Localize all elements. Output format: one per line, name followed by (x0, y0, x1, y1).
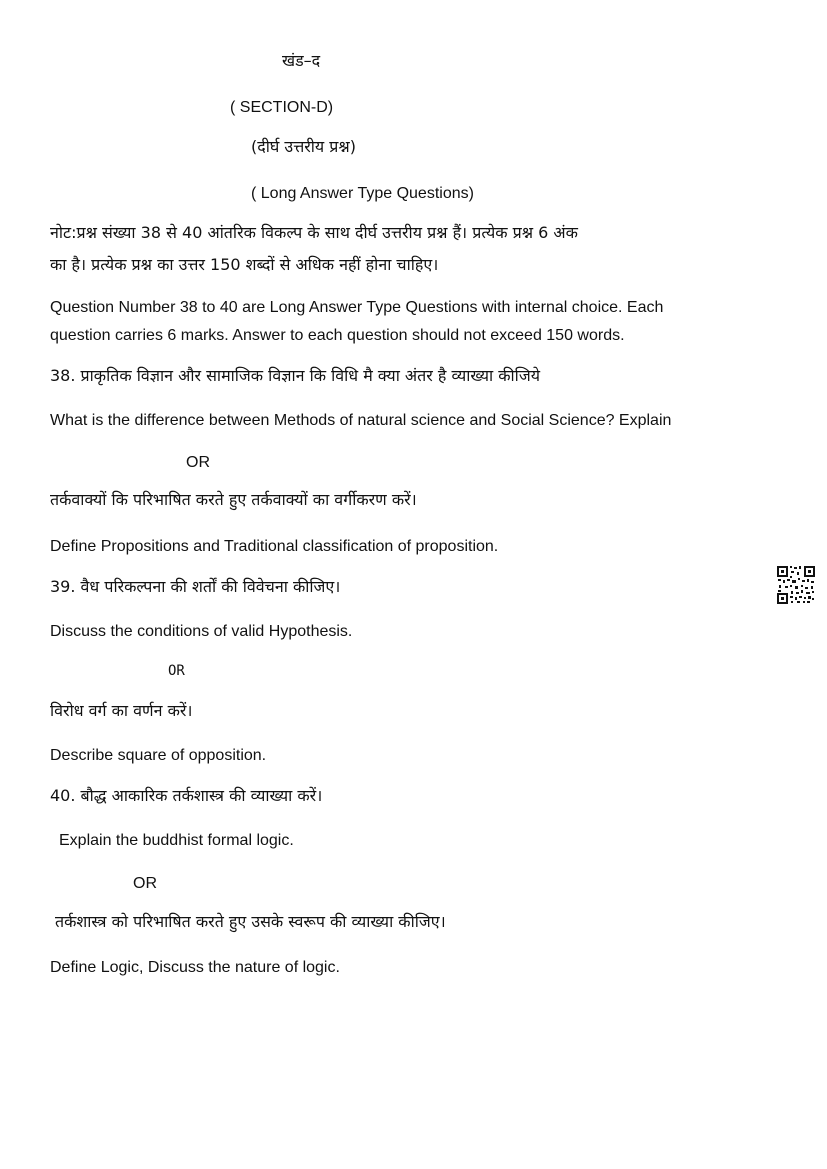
section-hindi-type: (दीर्घ उत्तरीय प्रश्न) (251, 137, 356, 156)
question-39-english: Discuss the conditions of valid Hypothesis. (50, 623, 353, 640)
question-38-alt-hindi: तर्कवाक्यों कि परिभाषित करते हुए तर्कवाक्यों का वर्गीकरण करें। (50, 490, 417, 509)
question-40-english: Explain the buddhist formal logic. (59, 832, 294, 849)
question-38-alt-english: Define Propositions and Traditional classification of proposition. (50, 538, 499, 555)
question-39-hindi: 39. वैध परिकल्पना की शर्तों की विवेचना कीजिए। (50, 577, 341, 596)
question-39-alt-english: Describe square of opposition. (50, 747, 267, 764)
question-38-hindi: 38. प्राकृतिक विज्ञान और सामाजिक विज्ञान कि विधि मै क्या अंतर है व्याख्या कीजिये (50, 366, 540, 385)
question-40-alt-hindi: तर्कशास्त्र को परिभाषित करते हुए उसके स्वरूप की व्याख्या कीजिए। (55, 912, 446, 931)
question-38-or: OR (186, 454, 210, 471)
question-40-or: OR (133, 875, 157, 892)
section-english-type: ( Long Answer Type Questions) (251, 185, 474, 202)
section-english-title: ( SECTION-D) (230, 99, 334, 116)
question-40-alt-english: Define Logic, Discuss the nature of logic. (50, 959, 340, 976)
section-hindi-title: खंड–द (282, 51, 321, 70)
qr-code-icon (776, 565, 816, 605)
question-39-or: OR (168, 663, 185, 679)
note-english-line2: question carries 6 marks. Answer to each question should not exceed 150 words. (50, 327, 625, 344)
question-39-alt-hindi: विरोध वर्ग का वर्णन करें। (50, 701, 193, 720)
note-english-line1: Question Number 38 to 40 are Long Answer Type Questions with internal choice. Each (50, 299, 664, 316)
question-40-hindi: 40. बौद्ध आकारिक तर्कशास्त्र की व्याख्या करें। (50, 786, 323, 805)
question-38-english: What is the difference between Methods of natural science and Social Science? Explain (50, 412, 672, 429)
note-hindi-line1: नोट:प्रश्न संख्या 38 से 40 आंतरिक विकल्प के साथ दीर्घ उत्तरीय प्रश्न हैं। प्रत्येक प्रश्न 6 अंक (50, 223, 578, 242)
note-hindi-line2: का है। प्रत्येक प्रश्न का उत्तर 150 शब्दों से अधिक नहीं होना चाहिए। (50, 255, 439, 274)
